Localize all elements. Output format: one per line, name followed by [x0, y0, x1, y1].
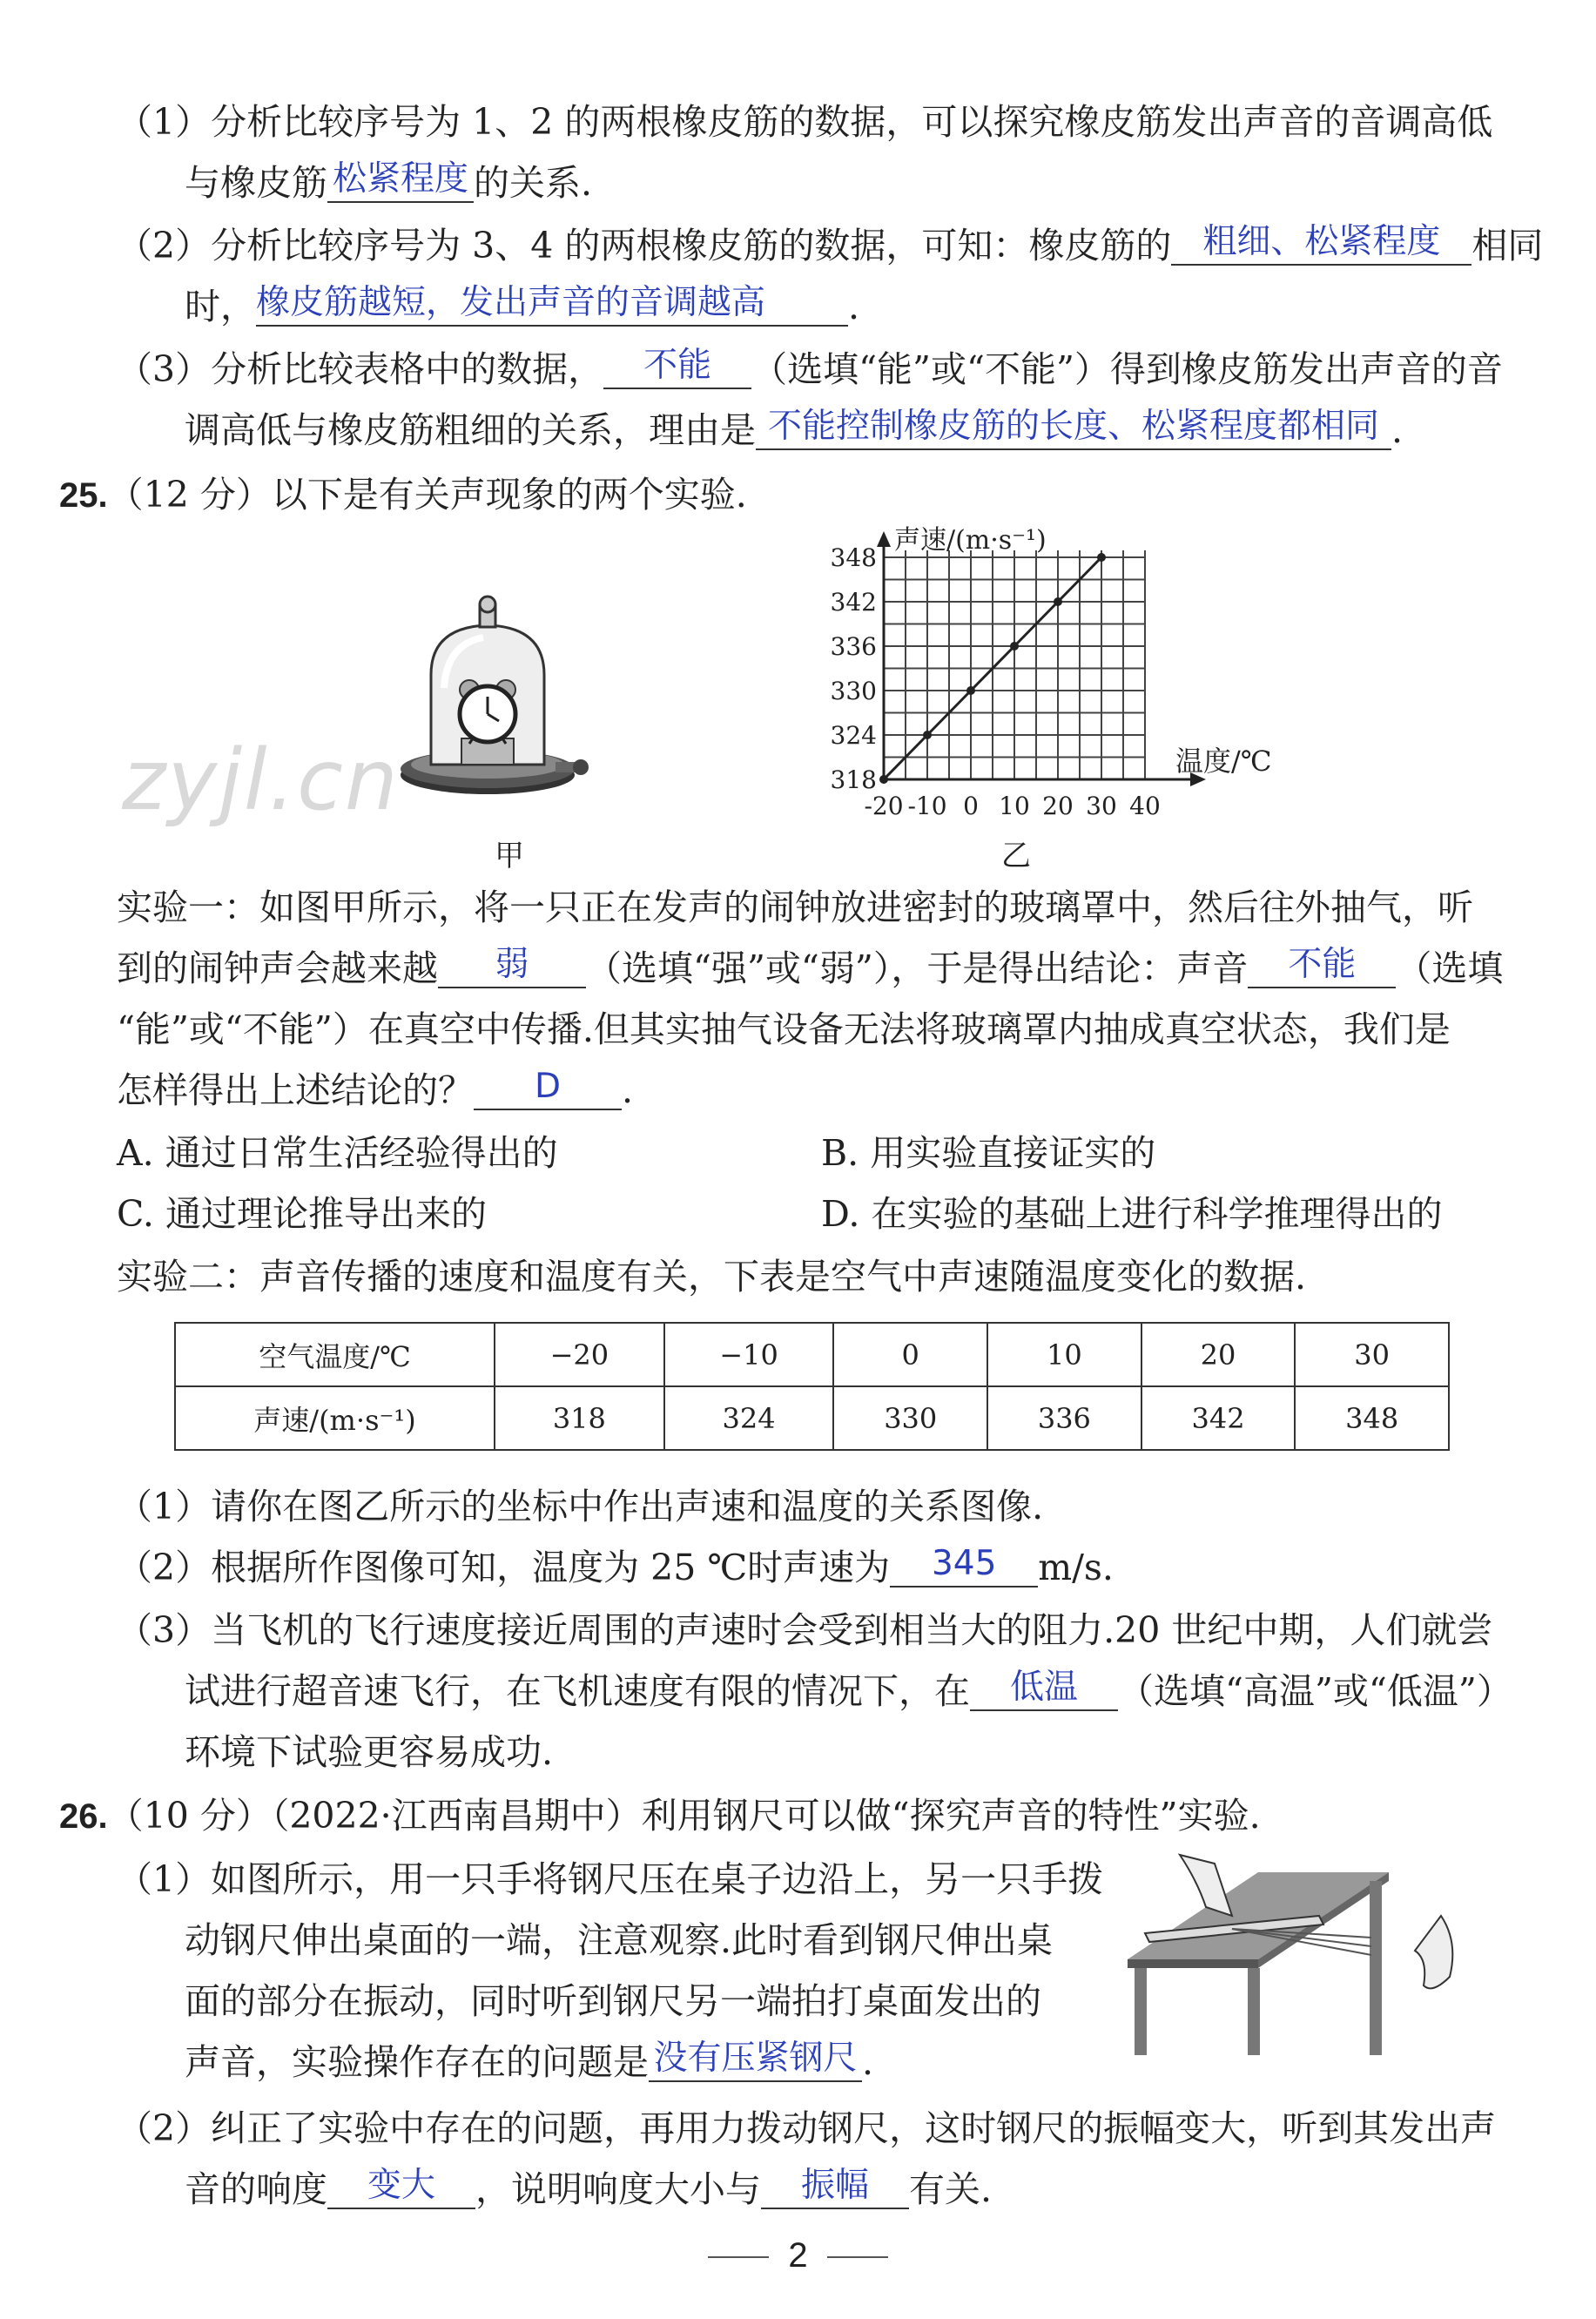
q24-part2-line2: 时，橡皮筋越短，发出声音的音调越高 . — [185, 283, 860, 327]
q25-stem: 25.（12 分）以下是有关声现象的两个实验. — [59, 474, 747, 516]
q26-part1-line4: 声音，实验操作存在的问题是 没有压紧钢尺 . — [185, 2039, 874, 2083]
q25-sub1: （1）请你在图乙所示的坐标中作出声速和温度的关系图像. — [117, 1486, 1044, 1527]
data-point — [966, 686, 975, 695]
data-point — [1054, 597, 1062, 606]
table-cell: 324 — [664, 1386, 834, 1450]
q26-part2-line2: 音的响度 变大 ，说明响度大小与 振幅 有关. — [185, 2166, 993, 2210]
q25-sub3-line3: 环境下试验更容易成功. — [185, 1731, 554, 1773]
y-tick-label: 342 — [830, 588, 877, 617]
x-tick-label: 40 — [1129, 792, 1161, 820]
exp1-line2: 到的闹钟声会越来越 弱 （选填“强”或“弱”），于是得出结论：声音 不能 （选填 — [117, 945, 1504, 989]
data-point — [879, 775, 888, 784]
q24-part2-line1: （2）分析比较序号为 3、4 的两根橡皮筋的数据，可知：橡皮筋的 粗细、松紧程度 相同 — [117, 222, 1544, 266]
q25-sub3-line1: （3）当飞机的飞行速度接近周围的声速时会受到相当大的阻力.20 世纪中期，人们就尝 — [117, 1609, 1493, 1651]
figure-caption-jia: 甲 — [495, 839, 524, 873]
x-tick-label: 0 — [963, 792, 979, 820]
q24-part1-line2: 与橡皮筋 松紧程度 的关系. — [185, 159, 593, 204]
speed-temperature-table — [174, 1322, 1450, 1451]
answer-blank[interactable]: 低温 — [970, 1675, 1118, 1711]
x-tick-label: -20 — [864, 792, 904, 820]
answer-blank[interactable]: 345 — [890, 1552, 1038, 1588]
table-cell: 348 — [1295, 1386, 1449, 1450]
q26-part2-line1: （2）纠正了实验中存在的问题，再用力拨动钢尺，这时钢尺的振幅变大，听到其发出声 — [117, 2107, 1497, 2149]
q25-sub3-line2: 试进行超音速飞行，在飞机速度有限的情况下，在 低温 （选填“高温”或“低温”） — [185, 1668, 1512, 1712]
answer-blank[interactable]: 弱 — [438, 953, 586, 988]
exp1-line4: 怎样得出上述结论的？ D . — [117, 1067, 634, 1111]
q26-part1-line2: 动钢尺伸出桌面的一端，注意观察.此时看到钢尺伸出桌 — [185, 1919, 1054, 1961]
answer-blank[interactable]: 不能 — [1248, 953, 1396, 988]
answer-blank[interactable]: 不能控制橡皮筋的长度、松紧程度都相同 — [756, 415, 1391, 450]
chart-xlabel: 温度/℃ — [1175, 745, 1272, 778]
q26-part1-line1: （1）如图所示，用一只手将钢尺压在桌子边沿上，另一只手拨 — [117, 1858, 1104, 1900]
chart-axes — [877, 531, 1206, 786]
y-tick-label: 324 — [830, 721, 877, 750]
x-tick-label: 30 — [1086, 792, 1117, 820]
chart-ylabel: 声速/(m·s⁻¹) — [894, 525, 1047, 556]
exp1-line1: 实验一：如图甲所示，将一只正在发声的闹钟放进密封的玻璃罩中，然后往外抽气，听 — [117, 886, 1473, 928]
steel-ruler-figure — [1128, 1855, 1511, 2055]
data-point — [1010, 642, 1019, 651]
y-tick-label: 336 — [830, 632, 877, 661]
q24-part3-line2: 调高低与橡皮筋粗细的关系，理由是 不能控制橡皮筋的长度、松紧程度都相同 . — [185, 407, 1404, 451]
table-header-cell: 空气温度/℃ — [175, 1323, 495, 1386]
y-tick-label: 330 — [830, 677, 877, 705]
q26-stem: 26.（10 分）（2022·江西南昌期中）利用钢尺可以做“探究声音的特性”实验. — [59, 1795, 1261, 1837]
y-axis-arrow — [877, 531, 891, 547]
answer-blank[interactable]: 没有压紧钢尺 — [649, 2046, 862, 2082]
y-tick-label: 348 — [830, 543, 877, 572]
answer-blank[interactable]: 松紧程度 — [327, 167, 474, 203]
exp1-line3: “能”或“不能”）在真空中传播.但其实抽气设备无法将玻璃罩内抽成真空状态，我们是 — [117, 1008, 1451, 1050]
speed-temperature-chart — [818, 522, 1272, 836]
table-cell: 342 — [1141, 1386, 1296, 1450]
table-cell: 318 — [495, 1386, 664, 1450]
x-tick-label: 10 — [999, 792, 1030, 820]
bell-jar-figure — [396, 592, 605, 801]
table-cell: 330 — [833, 1386, 987, 1450]
answer-blank[interactable]: 变大 — [327, 2174, 475, 2209]
table-cell: 20 — [1141, 1323, 1296, 1386]
table-cell: 10 — [987, 1323, 1141, 1386]
answer-blank[interactable]: 粗细、松紧程度 — [1171, 230, 1471, 266]
table-cell: 30 — [1295, 1323, 1449, 1386]
q26-part1-line3: 面的部分在振动，同时听到钢尺另一端拍打桌面发出的 — [185, 1980, 1041, 2022]
option-b[interactable]: B. 用实验直接证实的 — [821, 1132, 1156, 1174]
q24-part3-line1: （3）分析比较表格中的数据， 不能 （选填“能”或“不能”）得到橡皮筋发出声音的音 — [117, 346, 1503, 390]
table-row — [175, 1386, 1449, 1450]
table-cell: 0 — [833, 1323, 987, 1386]
table-header-cell: 声速/(m·s⁻¹) — [175, 1386, 495, 1450]
answer-blank[interactable]: D — [474, 1075, 622, 1110]
data-point — [923, 731, 932, 739]
x-tick-label: -10 — [907, 792, 947, 820]
option-a[interactable]: A. 通过日常生活经验得出的 — [117, 1132, 558, 1174]
x-tick-label: 20 — [1042, 792, 1074, 820]
table-cell: −20 — [495, 1323, 664, 1386]
q25-sub2: （2）根据所作图像可知，温度为 25 ℃时声速为 345 m/s. — [117, 1544, 1114, 1588]
option-d[interactable]: D. 在实验的基础上进行科学推理得出的 — [821, 1193, 1443, 1235]
watermark: zyjl.cn — [122, 731, 400, 829]
figure-caption-yi: 乙 — [1001, 839, 1031, 873]
option-c[interactable]: C. 通过理论推导出来的 — [117, 1193, 487, 1235]
q24-part1-line1: （1）分析比较序号为 1、2 的两根橡皮筋的数据，可以探究橡皮筋发出声音的音调高低 — [117, 101, 1493, 143]
answer-blank[interactable]: 橡皮筋越短，发出声音的音调越高 — [256, 291, 848, 327]
data-point — [1097, 553, 1106, 562]
exp2-intro: 实验二：声音传播的速度和温度有关，下表是空气中声速随温度变化的数据. — [117, 1256, 1307, 1298]
page-number: 2 — [0, 2236, 1596, 2275]
table-row — [175, 1323, 1449, 1386]
answer-blank[interactable]: 振幅 — [761, 2174, 909, 2209]
y-tick-label: 318 — [830, 765, 877, 794]
answer-blank[interactable]: 不能 — [603, 354, 751, 389]
chart-grid — [884, 550, 1145, 779]
table-cell: 336 — [987, 1386, 1141, 1450]
table-cell: −10 — [664, 1323, 834, 1386]
